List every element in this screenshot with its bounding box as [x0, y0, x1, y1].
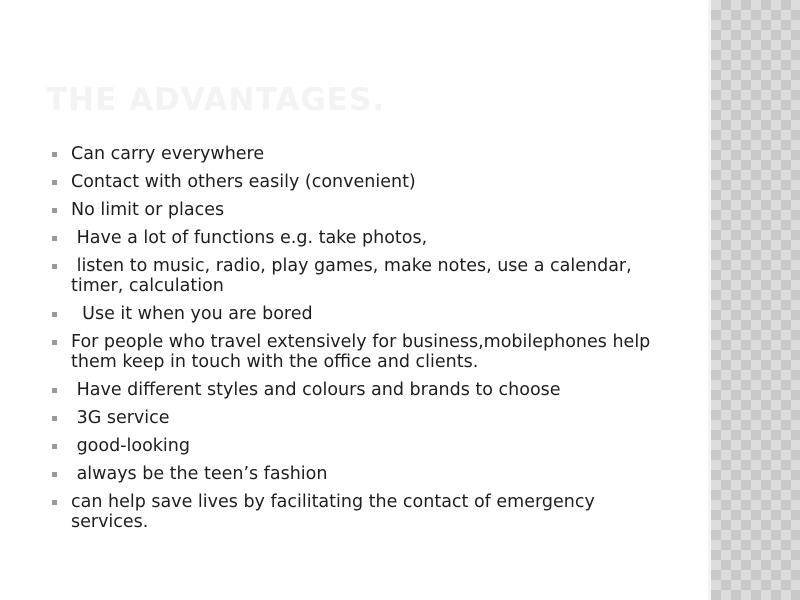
square-bullet-icon [52, 416, 57, 421]
bullet-text: always be the teen’s fashion [71, 464, 328, 484]
square-bullet-icon [52, 388, 57, 393]
square-bullet-icon [52, 312, 57, 317]
bullet-text: can help save lives by facilitating the contact of emergency services. [71, 492, 601, 532]
bullet-text: Have different styles and colours and brands to choose [71, 380, 561, 400]
bullet-item [50, 304, 670, 324]
bullet-item [50, 228, 670, 248]
bullet-item [50, 436, 670, 456]
bullet-text: Contact with others easily (convenient) [71, 172, 416, 192]
bullet-item [50, 408, 670, 428]
bullet-item [50, 380, 670, 400]
bullet-item [50, 464, 670, 484]
square-bullet-icon [52, 264, 57, 269]
bullet-text: good-looking [71, 436, 190, 456]
square-bullet-icon [52, 236, 57, 241]
square-bullet-icon [52, 152, 57, 157]
bullet-item [50, 492, 670, 532]
bullet-text: listen to music, radio, play games, make notes, use a calendar, timer, calculation [71, 256, 638, 296]
bullet-item [50, 256, 670, 296]
slide-title: THE ADVANTAGES. [46, 82, 386, 118]
square-bullet-icon [52, 472, 57, 477]
bullet-text: No limit or places [71, 200, 225, 220]
bullet-text: For people who travel extensively for business,mobilephones help them keep in touch with the office and clients. [71, 332, 656, 372]
square-bullet-icon [52, 340, 57, 345]
decorative-side-panel [711, 0, 800, 600]
bullet-text: Can carry everywhere [71, 144, 265, 164]
bullet-item [50, 332, 670, 372]
bullet-item [50, 200, 670, 220]
square-bullet-icon [52, 208, 57, 213]
bullet-text: 3G service [71, 408, 170, 428]
bullet-text: Use it when you are bored [71, 304, 313, 324]
bullet-list [50, 144, 670, 540]
bullet-item [50, 144, 670, 164]
square-bullet-icon [52, 444, 57, 449]
square-bullet-icon [52, 500, 57, 505]
bullet-text: Have a lot of functions e.g. take photos, [71, 228, 428, 248]
square-bullet-icon [52, 180, 57, 185]
bullet-item [50, 172, 670, 192]
